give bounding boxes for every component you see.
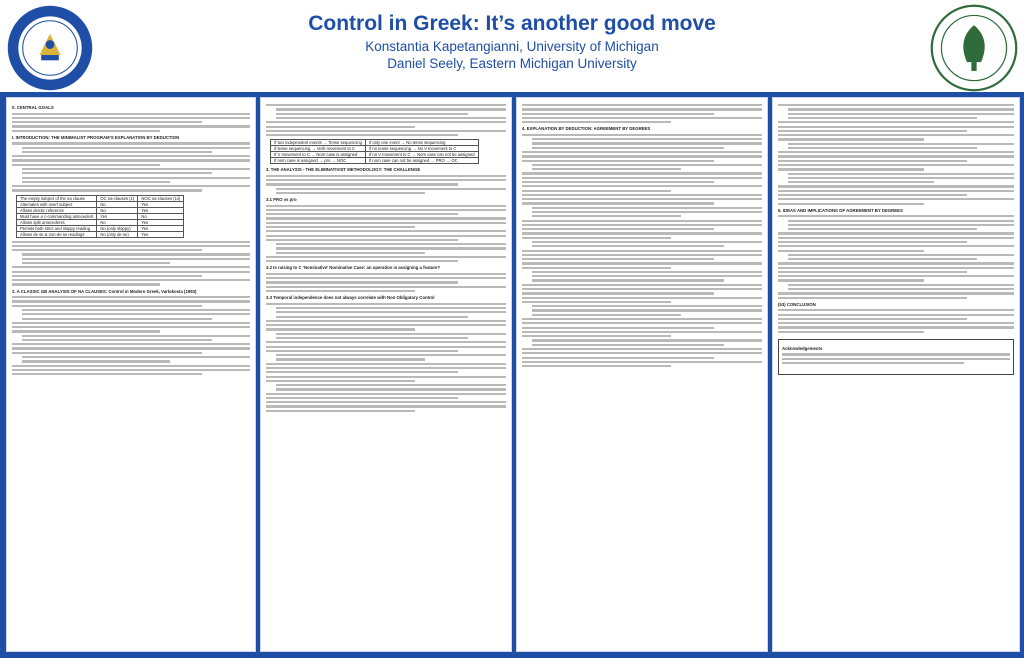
text-line [266, 328, 415, 330]
text-line [788, 108, 1014, 110]
text-line [532, 305, 762, 307]
section-heading-ideas-and-implications: 5. IDEAS AND IMPLICATIONS OF AGREEMENT BY DEGREES [778, 207, 903, 213]
text-line [522, 232, 762, 234]
text-line [522, 104, 762, 106]
text-line [266, 393, 506, 395]
text-line [266, 222, 506, 224]
poster-column-3 [516, 97, 768, 652]
text-line [778, 155, 1014, 157]
text-line [522, 288, 762, 290]
text-line [12, 296, 250, 298]
text-line [788, 254, 1014, 256]
text-line [12, 164, 160, 166]
text-line [22, 313, 250, 315]
text-line [522, 121, 671, 123]
text-line [266, 410, 415, 412]
text-line [12, 155, 250, 157]
text-line [12, 365, 250, 367]
text-line [276, 384, 506, 386]
text-line [12, 271, 250, 273]
text-line [778, 237, 1014, 239]
text-line [22, 258, 250, 260]
text-line [778, 198, 1014, 200]
text-line [522, 348, 762, 350]
text-line [778, 297, 967, 299]
table-cell: If two independent events → Tense sequencing [271, 140, 366, 146]
text-line [532, 215, 681, 217]
text-line [522, 357, 714, 359]
text-line [276, 113, 468, 115]
text-line [12, 241, 250, 243]
text-line [266, 104, 506, 106]
text-line [266, 286, 506, 288]
text-line [782, 362, 964, 364]
text-line [266, 209, 506, 211]
text-line [778, 138, 924, 140]
text-line [12, 113, 250, 115]
text-line [778, 262, 1014, 264]
text-line [266, 134, 458, 136]
table-cell: Yes [138, 231, 184, 237]
text-line [266, 341, 506, 343]
text-line [522, 335, 671, 337]
text-line [778, 151, 1014, 153]
acknowledgements-box [778, 339, 1014, 375]
text-line [12, 283, 160, 285]
table-cell: Permits both strict and sloppy reading [17, 225, 97, 231]
text-line [22, 177, 250, 179]
text-line [778, 130, 967, 132]
text-line [522, 322, 762, 324]
poster-header [0, 0, 1024, 96]
text-line [22, 309, 250, 311]
text-line [778, 245, 1014, 247]
text-line [522, 117, 762, 119]
text-line [12, 343, 250, 345]
text-line [266, 239, 458, 241]
text-line [522, 258, 714, 260]
table-cell: Yes [138, 201, 184, 207]
table-row [271, 158, 479, 164]
poster-column-1 [6, 97, 256, 652]
text-line [12, 326, 250, 328]
table-row [271, 152, 479, 158]
text-line [266, 130, 506, 132]
text-line [12, 142, 250, 144]
text-line [266, 380, 415, 382]
text-line [22, 318, 212, 320]
text-line [12, 347, 250, 349]
text-line [778, 279, 924, 281]
text-line [266, 226, 415, 228]
text-line [788, 228, 977, 230]
text-line [788, 173, 1014, 175]
text-line [522, 365, 671, 367]
text-line [522, 250, 762, 252]
text-line [522, 331, 762, 333]
text-line [532, 314, 681, 316]
text-line [266, 277, 506, 279]
text-line [788, 224, 1014, 226]
text-line [266, 179, 506, 181]
text-line [522, 185, 762, 187]
text-line [266, 217, 506, 219]
text-line [12, 322, 250, 324]
text-line [778, 190, 1014, 192]
text-line [778, 331, 924, 333]
text-line [778, 322, 1014, 324]
text-line [276, 243, 506, 245]
text-line [266, 367, 506, 369]
text-line [522, 262, 762, 264]
text-line [266, 175, 506, 177]
table-cell: Allows split antecedents [17, 219, 97, 225]
section-heading-central-goals: 0. CENTRAL GOALS [12, 105, 54, 110]
text-line [778, 250, 924, 252]
table-cell: Yes [97, 213, 138, 219]
text-line [522, 254, 762, 256]
text-line [266, 397, 458, 399]
text-line [522, 160, 714, 162]
text-line [788, 181, 934, 183]
table-cell: Allows de se & non-de se readings [17, 231, 97, 237]
text-line [778, 314, 1014, 316]
text-line [782, 358, 1010, 360]
text-line [778, 160, 967, 162]
section-heading-conclusion: (53) CONCLUSION [778, 301, 816, 307]
table-cell: If no tense sequencing → No V movement to C [365, 146, 478, 152]
text-line [778, 194, 967, 196]
table-header-cell: NOC na-clauses (1ii) [138, 195, 184, 201]
text-line [778, 267, 1014, 269]
text-line [266, 260, 458, 262]
implications-table [270, 139, 479, 164]
text-line [276, 311, 506, 313]
text-line [522, 134, 762, 136]
table-cell: No [138, 213, 184, 219]
table-row [17, 231, 184, 237]
text-line [788, 258, 977, 260]
text-line [276, 192, 425, 194]
text-line [12, 330, 160, 332]
text-line [778, 203, 924, 205]
text-line [12, 352, 202, 354]
table-cell: If no V movement to C → Nom case can not be assigned [365, 152, 478, 158]
text-line [522, 301, 671, 303]
text-line [522, 190, 671, 192]
text-line [22, 172, 212, 174]
text-line [532, 207, 762, 209]
text-line [788, 117, 977, 119]
text-line [522, 113, 714, 115]
table-cell: If nom case can not be assigned → PRO → OC [365, 158, 478, 164]
text-line [778, 275, 1014, 277]
acknowledgements-label: Acknowledgements [782, 345, 823, 351]
text-line [778, 241, 967, 243]
text-line [22, 262, 170, 264]
table-cell: No (only de se) [97, 231, 138, 237]
text-line [266, 346, 506, 348]
text-line [522, 181, 714, 183]
text-line [12, 189, 202, 191]
table-header-cell: The empty subject of the na clause [17, 195, 97, 201]
text-line [522, 361, 762, 363]
text-line [12, 130, 160, 132]
text-line [266, 401, 506, 403]
text-line [266, 350, 458, 352]
text-line [788, 220, 1014, 222]
text-line [522, 267, 671, 269]
text-line [522, 352, 762, 354]
section-heading-classic-analysis: 2. A CLASSIC GB ANALYSIS OF NA CLAUSES: Control in Modern Greek, Varlokosta (1993) [12, 288, 197, 294]
text-line [266, 405, 506, 407]
table-cell: No [97, 201, 138, 207]
poster-title: Control in Greek: It’s another good move [308, 12, 716, 35]
table-cell: Yes [138, 207, 184, 213]
text-line [532, 339, 762, 341]
text-line [266, 235, 506, 237]
text-line [22, 360, 170, 362]
text-line [266, 273, 506, 275]
text-line [782, 353, 1010, 355]
text-line [532, 271, 762, 273]
text-line [522, 297, 762, 299]
text-line [276, 188, 506, 190]
text-line [266, 205, 506, 207]
text-line [522, 228, 714, 230]
text-line [266, 363, 506, 365]
text-line [522, 284, 762, 286]
table-cell: Alternates with overt subject [17, 201, 97, 207]
text-line [532, 309, 762, 311]
eastern-michigan-university-seal-icon [930, 4, 1018, 92]
section-heading-introduction: I. INTRODUCTION: THE MINIMALIST PROGRAM’S EXPLANATION BY DEDUCTION [12, 134, 180, 140]
text-line [778, 215, 1014, 217]
text-line [266, 183, 458, 185]
text-line [522, 155, 762, 157]
text-line [266, 230, 506, 232]
text-line [788, 113, 1014, 115]
text-line [522, 220, 762, 222]
text-line [12, 275, 202, 277]
text-line [22, 181, 170, 183]
table-row [271, 146, 479, 152]
text-line [22, 147, 250, 149]
text-line [778, 318, 967, 320]
text-line [778, 126, 1014, 128]
text-line [522, 224, 762, 226]
text-line [266, 376, 506, 378]
text-line [276, 247, 506, 249]
text-line [22, 339, 212, 341]
text-line [522, 108, 762, 110]
table-cell: No (only sloppy) [97, 225, 138, 231]
table-cell: If V movement to C → Nom case is assigned [271, 152, 366, 158]
text-line [12, 121, 202, 123]
text-line [266, 126, 415, 128]
text-line [266, 290, 415, 292]
text-line [266, 281, 458, 283]
text-line [532, 211, 762, 213]
table-cell: If nom case is assigned → pro → NOC [271, 158, 366, 164]
author-affiliation-1: Konstantia Kapetangianni, University of Michigan [365, 39, 659, 54]
text-line [522, 194, 762, 196]
text-line [12, 300, 250, 302]
text-line [778, 134, 1014, 136]
table-cell: Must have a c-commanding antecedent [17, 213, 97, 219]
subsection-heading-pro-vs-pro: 3.1 PRO vs pro [266, 197, 297, 203]
text-line [778, 271, 967, 273]
text-line [12, 159, 250, 161]
text-line [522, 237, 671, 239]
text-line [778, 326, 1014, 328]
text-line [532, 241, 762, 243]
text-line [12, 117, 250, 119]
text-line [12, 245, 250, 247]
text-line [12, 125, 250, 127]
table-cell: If only one event → No tense sequencing [365, 140, 478, 146]
text-line [778, 104, 1014, 106]
text-line [276, 316, 468, 318]
table-cell: Yes [138, 225, 184, 231]
subsection-heading-nominative-case: 3.2 Is raising to C ‘Nominative’ Nominative Case: an operation is assigning a feature? [266, 265, 441, 271]
text-line [22, 168, 250, 170]
text-line [522, 151, 762, 153]
table-cell: No [97, 219, 138, 225]
text-line [276, 388, 506, 390]
text-line [276, 358, 425, 360]
text-line [12, 266, 250, 268]
text-line [778, 292, 1014, 294]
text-line [532, 147, 724, 149]
text-line [266, 213, 458, 215]
subsection-heading-temporal-independence: 3.3 Temporal independence does not always correlate with Non Obligatory Control [266, 295, 435, 301]
table-cell: No [97, 207, 138, 213]
text-line [532, 164, 762, 166]
text-line [22, 356, 250, 358]
text-line [788, 177, 1014, 179]
university-of-michigan-seal-icon [6, 4, 94, 92]
text-line [12, 373, 202, 375]
text-line [276, 354, 506, 356]
text-line [22, 335, 250, 337]
poster-column-2 [260, 97, 512, 652]
text-line [788, 284, 1014, 286]
text-line [532, 279, 724, 281]
text-line [266, 324, 506, 326]
text-line [266, 320, 506, 322]
text-line [12, 305, 202, 307]
table-cell: Yes [138, 219, 184, 225]
text-line [12, 185, 250, 187]
text-line [12, 279, 250, 281]
text-line [266, 256, 506, 258]
section-heading-analysis: 3. THE ANALYSIS - THE ELIMINATIVIST METHODOLOGY: THE CHALLENGE [266, 167, 421, 173]
text-line [532, 245, 724, 247]
properties-table [16, 195, 184, 238]
text-line [532, 275, 762, 277]
author-affiliation-2: Daniel Seely, Eastern Michigan University [387, 56, 637, 71]
text-line [778, 164, 1014, 166]
text-line [522, 292, 714, 294]
text-line [778, 309, 1014, 311]
text-line [788, 147, 977, 149]
text-line [532, 344, 724, 346]
text-line [522, 318, 762, 320]
text-line [522, 198, 762, 200]
text-line [12, 369, 250, 371]
poster-column-4 [772, 97, 1020, 652]
text-line [266, 121, 506, 123]
table-header-cell: OC na-clauses (1) [97, 195, 138, 201]
text-line [778, 232, 1014, 234]
text-line [778, 185, 1014, 187]
text-line [276, 333, 506, 335]
text-line [12, 249, 202, 251]
text-line [778, 168, 924, 170]
table-cell: If tense sequencing → Verb movement to C [271, 146, 366, 152]
text-line [276, 337, 468, 339]
section-heading-explanation-by-deduction: 4. EXPLANATION BY DEDUCTION: AGREEMENT BY DEGREES [522, 126, 651, 132]
text-line [532, 138, 762, 140]
table-cell: Allows deictic reference [17, 207, 97, 213]
text-line [276, 307, 506, 309]
text-line [778, 121, 1014, 123]
text-line [522, 172, 762, 174]
text-line [522, 327, 714, 329]
text-line [266, 303, 506, 305]
text-line [276, 252, 425, 254]
text-line [532, 168, 681, 170]
text-line [276, 108, 506, 110]
text-line [522, 177, 762, 179]
text-line [522, 202, 714, 204]
text-line [22, 151, 212, 153]
text-line [788, 288, 1014, 290]
text-line [22, 253, 250, 255]
text-line [276, 117, 506, 119]
text-line [266, 371, 458, 373]
text-line [532, 142, 762, 144]
text-line [788, 143, 1014, 145]
